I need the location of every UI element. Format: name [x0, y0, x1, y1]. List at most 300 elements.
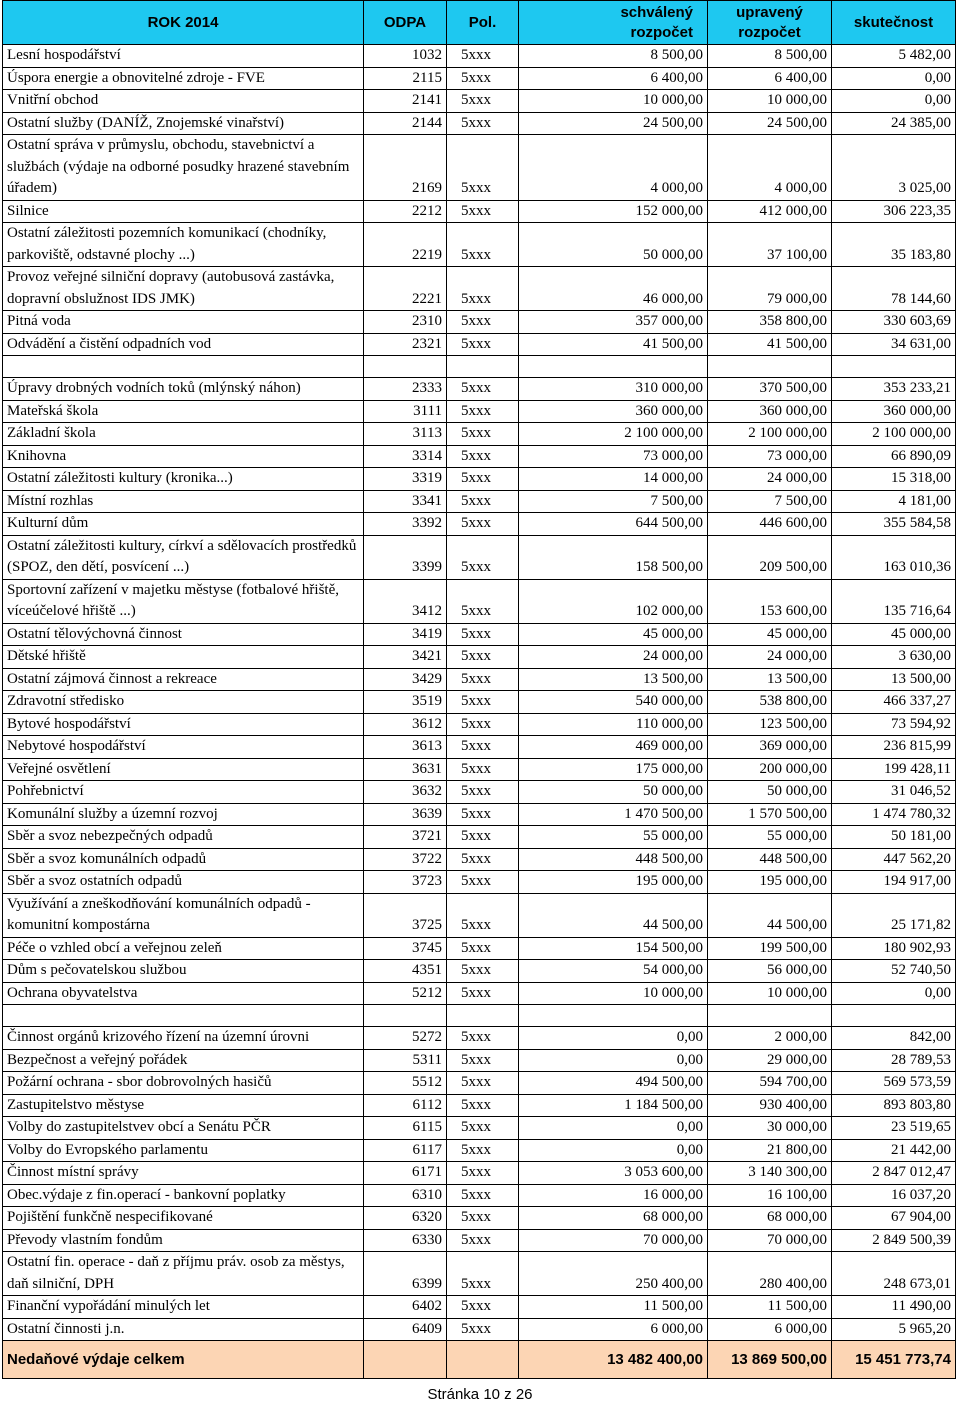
row-name: Volby do zastupitelstvev obcí a Senátu PČR: [3, 1117, 364, 1140]
row-name: Veřejné osvětlení: [3, 758, 364, 781]
row-name: Dětské hřiště: [3, 646, 364, 669]
row-upraveny: 44 500,00: [708, 893, 832, 937]
row-upraveny: 153 600,00: [708, 579, 832, 623]
row-schvaleny: 73 000,00: [519, 445, 708, 468]
row-odpa: 5512: [364, 1072, 447, 1095]
table-row: [3, 1207, 956, 1230]
row-upraveny: 13 500,00: [708, 668, 832, 691]
row-upraveny: 369 000,00: [708, 736, 832, 759]
row-pol: 5xxx: [447, 1207, 519, 1230]
row-schvaleny: 7 500,00: [519, 490, 708, 513]
row-name: Ostatní činnosti j.n.: [3, 1318, 364, 1341]
row-skutecnost: 355 584,58: [832, 513, 956, 536]
row-schvaleny: 0,00: [519, 1139, 708, 1162]
row-schvaleny: 10 000,00: [519, 90, 708, 113]
table-row: [3, 1252, 956, 1296]
row-schvaleny: 54 000,00: [519, 960, 708, 983]
row-pol: 5xxx: [447, 871, 519, 894]
row-odpa: 3419: [364, 623, 447, 646]
row-skutecnost: 135 716,64: [832, 579, 956, 623]
row-upraveny: 10 000,00: [708, 982, 832, 1005]
row-odpa: 6320: [364, 1207, 447, 1230]
row-skutecnost: [832, 1005, 956, 1027]
row-odpa: 6409: [364, 1318, 447, 1341]
row-skutecnost: 16 037,20: [832, 1184, 956, 1207]
row-name: Činnost místní správy: [3, 1162, 364, 1185]
spacer-row: [3, 1005, 956, 1027]
row-upraveny: 24 000,00: [708, 646, 832, 669]
row-upraveny: 1 570 500,00: [708, 803, 832, 826]
row-odpa: 3113: [364, 423, 447, 446]
row-pol: 5xxx: [447, 758, 519, 781]
row-upraveny: 56 000,00: [708, 960, 832, 983]
table-row: [3, 400, 956, 423]
row-odpa: 6171: [364, 1162, 447, 1185]
table-row: [3, 490, 956, 513]
row-upraveny: 448 500,00: [708, 848, 832, 871]
total-odpa-empty: [364, 1341, 447, 1379]
row-odpa: 3341: [364, 490, 447, 513]
table-row: [3, 826, 956, 849]
total-schvaleny: 13 482 400,00: [519, 1341, 708, 1379]
budget-table: [2, 0, 956, 1379]
row-name: Zdravotní středisko: [3, 691, 364, 714]
row-odpa: 2212: [364, 200, 447, 223]
row-skutecnost: 0,00: [832, 90, 956, 113]
row-pol: 5xxx: [447, 960, 519, 983]
row-odpa: 2321: [364, 333, 447, 356]
row-schvaleny: 448 500,00: [519, 848, 708, 871]
row-schvaleny: 102 000,00: [519, 579, 708, 623]
row-pol: 5xxx: [447, 781, 519, 804]
row-name: Péče o vzhled obcí a veřejnou zeleň: [3, 937, 364, 960]
row-schvaleny: 0,00: [519, 1117, 708, 1140]
budget-sheet: [2, 0, 956, 1379]
row-pol: 5xxx: [447, 893, 519, 937]
row-pol: 5xxx: [447, 736, 519, 759]
row-odpa: 5311: [364, 1049, 447, 1072]
row-upraveny: 50 000,00: [708, 781, 832, 804]
row-schvaleny: 1 470 500,00: [519, 803, 708, 826]
total-upraveny: 13 869 500,00: [708, 1341, 832, 1379]
row-pol: 5xxx: [447, 1072, 519, 1095]
row-pol: 5xxx: [447, 1296, 519, 1319]
row-name: Odvádění a čistění odpadních vod: [3, 333, 364, 356]
row-schvaleny: 469 000,00: [519, 736, 708, 759]
row-pol: 5xxx: [447, 311, 519, 334]
row-name: Sběr a svoz nebezpečných odpadů: [3, 826, 364, 849]
row-upraveny: 360 000,00: [708, 400, 832, 423]
row-odpa: 3421: [364, 646, 447, 669]
row-schvaleny: 175 000,00: [519, 758, 708, 781]
header-odpa: ODPA: [364, 1, 447, 45]
row-odpa: 3745: [364, 937, 447, 960]
row-pol: 5xxx: [447, 982, 519, 1005]
row-schvaleny: 13 500,00: [519, 668, 708, 691]
row-odpa: 3319: [364, 468, 447, 491]
row-name: Převody vlastním fondům: [3, 1229, 364, 1252]
row-upraveny: 195 000,00: [708, 871, 832, 894]
table-row: [3, 90, 956, 113]
row-schvaleny: 250 400,00: [519, 1252, 708, 1296]
row-pol: 5xxx: [447, 400, 519, 423]
header-upraveny-line1: upravený: [736, 3, 803, 21]
row-pol: 5xxx: [447, 1229, 519, 1252]
row-pol: 5xxx: [447, 535, 519, 579]
row-pol: 5xxx: [447, 1049, 519, 1072]
row-schvaleny: 158 500,00: [519, 535, 708, 579]
row-name: Využívání a zneškodňování komunálních odpadů - komunitní kompostárna: [3, 893, 364, 937]
row-skutecnost: 3 025,00: [832, 135, 956, 201]
row-odpa: 3429: [364, 668, 447, 691]
header-row: [3, 1, 956, 45]
row-odpa: 3111: [364, 400, 447, 423]
row-skutecnost: 78 144,60: [832, 267, 956, 311]
table-row: [3, 960, 956, 983]
row-pol: 5xxx: [447, 826, 519, 849]
row-odpa: 4351: [364, 960, 447, 983]
row-pol: 5xxx: [447, 937, 519, 960]
row-upraveny: 45 000,00: [708, 623, 832, 646]
row-upraveny: 7 500,00: [708, 490, 832, 513]
row-upraveny: 538 800,00: [708, 691, 832, 714]
row-skutecnost: 3 630,00: [832, 646, 956, 669]
row-pol: 5xxx: [447, 1252, 519, 1296]
row-upraveny: 41 500,00: [708, 333, 832, 356]
table-row: [3, 668, 956, 691]
table-row: [3, 513, 956, 536]
row-name: Činnost orgánů krizového řízení na územní úrovni: [3, 1027, 364, 1050]
row-pol: 5xxx: [447, 445, 519, 468]
row-name: Ostatní zájmová činnost a rekreace: [3, 668, 364, 691]
row-schvaleny: 70 000,00: [519, 1229, 708, 1252]
table-row: [3, 736, 956, 759]
row-skutecnost: 4 181,00: [832, 490, 956, 513]
row-name: Místní rozhlas: [3, 490, 364, 513]
row-name: Lesní hospodářství: [3, 45, 364, 68]
row-skutecnost: 353 233,21: [832, 378, 956, 401]
row-odpa: 6115: [364, 1117, 447, 1140]
row-upraveny: 30 000,00: [708, 1117, 832, 1140]
row-schvaleny: [519, 356, 708, 378]
row-skutecnost: 2 849 500,39: [832, 1229, 956, 1252]
row-pol: 5xxx: [447, 713, 519, 736]
row-odpa: 3722: [364, 848, 447, 871]
row-name: Obec.výdaje z fin.operací - bankovní poplatky: [3, 1184, 364, 1207]
row-name: Úpravy drobných vodních toků (mlýnský náhon): [3, 378, 364, 401]
row-skutecnost: 2 100 000,00: [832, 423, 956, 446]
page-footer: Stránka 10 z 26: [427, 1386, 533, 1403]
table-row: [3, 311, 956, 334]
row-pol: 5xxx: [447, 1117, 519, 1140]
table-row: [3, 223, 956, 267]
row-upraveny: 3 140 300,00: [708, 1162, 832, 1185]
row-skutecnost: 248 673,01: [832, 1252, 956, 1296]
row-schvaleny: 10 000,00: [519, 982, 708, 1005]
row-skutecnost: 31 046,52: [832, 781, 956, 804]
table-row: [3, 1296, 956, 1319]
table-row: [3, 691, 956, 714]
row-skutecnost: 5 482,00: [832, 45, 956, 68]
row-skutecnost: 15 318,00: [832, 468, 956, 491]
row-name: [3, 356, 364, 378]
row-pol: 5xxx: [447, 200, 519, 223]
table-row: [3, 67, 956, 90]
row-schvaleny: 45 000,00: [519, 623, 708, 646]
table-row: [3, 758, 956, 781]
row-skutecnost: 45 000,00: [832, 623, 956, 646]
row-upraveny: 930 400,00: [708, 1094, 832, 1117]
table-row: [3, 1117, 956, 1140]
row-upraveny: 21 800,00: [708, 1139, 832, 1162]
row-skutecnost: 24 385,00: [832, 112, 956, 135]
row-upraveny: 594 700,00: [708, 1072, 832, 1095]
row-odpa: 6402: [364, 1296, 447, 1319]
row-schvaleny: 6 400,00: [519, 67, 708, 90]
row-upraveny: 8 500,00: [708, 45, 832, 68]
row-name: Ochrana obyvatelstva: [3, 982, 364, 1005]
row-upraveny: 24 500,00: [708, 112, 832, 135]
row-odpa: 1032: [364, 45, 447, 68]
row-name: Ostatní tělovýchovná činnost: [3, 623, 364, 646]
row-schvaleny: 11 500,00: [519, 1296, 708, 1319]
row-name: Vnitřní obchod: [3, 90, 364, 113]
row-upraveny: 55 000,00: [708, 826, 832, 849]
row-upraveny: 2 100 000,00: [708, 423, 832, 446]
row-skutecnost: 306 223,35: [832, 200, 956, 223]
row-odpa: 6112: [364, 1094, 447, 1117]
row-pol: [447, 1005, 519, 1027]
row-schvaleny: 50 000,00: [519, 781, 708, 804]
row-skutecnost: 199 428,11: [832, 758, 956, 781]
row-skutecnost: 25 171,82: [832, 893, 956, 937]
row-schvaleny: 6 000,00: [519, 1318, 708, 1341]
row-odpa: 2310: [364, 311, 447, 334]
row-odpa: 3613: [364, 736, 447, 759]
row-upraveny: [708, 1005, 832, 1027]
header-pol: Pol.: [447, 1, 519, 45]
row-upraveny: 123 500,00: [708, 713, 832, 736]
row-odpa: 3723: [364, 871, 447, 894]
row-odpa: 2333: [364, 378, 447, 401]
total-row: [3, 1341, 956, 1379]
row-odpa: 3392: [364, 513, 447, 536]
row-upraveny: 370 500,00: [708, 378, 832, 401]
row-odpa: 2219: [364, 223, 447, 267]
row-upraveny: 358 800,00: [708, 311, 832, 334]
row-pol: 5xxx: [447, 135, 519, 201]
row-pol: [447, 356, 519, 378]
table-row: [3, 1072, 956, 1095]
row-name: Pohřebnictví: [3, 781, 364, 804]
row-name: Volby do Evropského parlamentu: [3, 1139, 364, 1162]
row-skutecnost: 163 010,36: [832, 535, 956, 579]
table-row: [3, 579, 956, 623]
header-upraveny: [708, 1, 832, 45]
row-name: Mateřská škola: [3, 400, 364, 423]
row-odpa: 3519: [364, 691, 447, 714]
row-schvaleny: 0,00: [519, 1049, 708, 1072]
table-row: [3, 1139, 956, 1162]
header-schvaleny-line1: schválený: [620, 3, 693, 21]
table-row: [3, 1162, 956, 1185]
total-pol-empty: [447, 1341, 519, 1379]
table-row: [3, 871, 956, 894]
row-name: Finanční vypořádání minulých let: [3, 1296, 364, 1319]
row-pol: 5xxx: [447, 848, 519, 871]
row-odpa: 6399: [364, 1252, 447, 1296]
row-name: Bytové hospodářství: [3, 713, 364, 736]
row-pol: 5xxx: [447, 223, 519, 267]
row-pol: 5xxx: [447, 579, 519, 623]
row-pol: 5xxx: [447, 468, 519, 491]
row-skutecnost: 35 183,80: [832, 223, 956, 267]
row-upraveny: 79 000,00: [708, 267, 832, 311]
row-schvaleny: 2 100 000,00: [519, 423, 708, 446]
row-pol: 5xxx: [447, 646, 519, 669]
row-skutecnost: 67 904,00: [832, 1207, 956, 1230]
row-odpa: [364, 1005, 447, 1027]
row-pol: 5xxx: [447, 267, 519, 311]
row-name: Provoz veřejné silniční dopravy (autobusová zastávka, dopravní obslužnost IDS JMK): [3, 267, 364, 311]
row-skutecnost: 66 890,09: [832, 445, 956, 468]
row-skutecnost: 842,00: [832, 1027, 956, 1050]
row-name: Sportovní zařízení v majetku městyse (fotbalové hřiště, víceúčelové hřiště ...): [3, 579, 364, 623]
row-odpa: 3412: [364, 579, 447, 623]
row-odpa: 3314: [364, 445, 447, 468]
table-row: [3, 135, 956, 201]
table-row: [3, 713, 956, 736]
row-name: Sběr a svoz komunálních odpadů: [3, 848, 364, 871]
table-row: [3, 1318, 956, 1341]
row-upraveny: 11 500,00: [708, 1296, 832, 1319]
row-odpa: 2144: [364, 112, 447, 135]
row-pol: 5xxx: [447, 423, 519, 446]
row-skutecnost: 21 442,00: [832, 1139, 956, 1162]
row-name: Ostatní fin. operace - daň z příjmu práv. osob za městys, daň silniční, DPH: [3, 1252, 364, 1296]
row-name: [3, 1005, 364, 1027]
row-schvaleny: 110 000,00: [519, 713, 708, 736]
row-skutecnost: 28 789,53: [832, 1049, 956, 1072]
row-schvaleny: 357 000,00: [519, 311, 708, 334]
row-pol: 5xxx: [447, 668, 519, 691]
row-name: Bezpečnost a veřejný pořádek: [3, 1049, 364, 1072]
row-pol: 5xxx: [447, 1027, 519, 1050]
table-row: [3, 1094, 956, 1117]
row-upraveny: 6 000,00: [708, 1318, 832, 1341]
row-skutecnost: 23 519,65: [832, 1117, 956, 1140]
row-skutecnost: 893 803,80: [832, 1094, 956, 1117]
row-odpa: 2115: [364, 67, 447, 90]
row-upraveny: 2 000,00: [708, 1027, 832, 1050]
row-schvaleny: 46 000,00: [519, 267, 708, 311]
row-upraveny: 6 400,00: [708, 67, 832, 90]
table-row: [3, 803, 956, 826]
row-pol: 5xxx: [447, 1094, 519, 1117]
row-pol: 5xxx: [447, 333, 519, 356]
row-skutecnost: 569 573,59: [832, 1072, 956, 1095]
row-odpa: 3631: [364, 758, 447, 781]
row-odpa: 2169: [364, 135, 447, 201]
row-schvaleny: 0,00: [519, 1027, 708, 1050]
row-skutecnost: 236 815,99: [832, 736, 956, 759]
row-skutecnost: 2 847 012,47: [832, 1162, 956, 1185]
row-schvaleny: 14 000,00: [519, 468, 708, 491]
header-schvaleny-line2: rozpočet: [630, 23, 693, 41]
row-odpa: [364, 356, 447, 378]
row-pol: 5xxx: [447, 67, 519, 90]
row-schvaleny: 154 500,00: [519, 937, 708, 960]
row-skutecnost: 180 902,93: [832, 937, 956, 960]
row-odpa: 5272: [364, 1027, 447, 1050]
row-skutecnost: 11 490,00: [832, 1296, 956, 1319]
row-name: Kulturní dům: [3, 513, 364, 536]
row-upraveny: [708, 356, 832, 378]
table-row: [3, 112, 956, 135]
table-row: [3, 937, 956, 960]
row-pol: 5xxx: [447, 90, 519, 113]
row-schvaleny: 24 500,00: [519, 112, 708, 135]
table-row: [3, 848, 956, 871]
row-schvaleny: 195 000,00: [519, 871, 708, 894]
row-odpa: 2221: [364, 267, 447, 311]
row-upraveny: 412 000,00: [708, 200, 832, 223]
row-pol: 5xxx: [447, 112, 519, 135]
row-upraveny: 16 100,00: [708, 1184, 832, 1207]
row-name: Pojištění funkčně nespecifikované: [3, 1207, 364, 1230]
row-schvaleny: [519, 1005, 708, 1027]
row-skutecnost: 0,00: [832, 67, 956, 90]
table-row: [3, 468, 956, 491]
row-skutecnost: 360 000,00: [832, 400, 956, 423]
table-row: [3, 893, 956, 937]
row-odpa: 3639: [364, 803, 447, 826]
spacer-row: [3, 356, 956, 378]
row-skutecnost: 466 337,27: [832, 691, 956, 714]
row-odpa: 3721: [364, 826, 447, 849]
header-schvaleny: [519, 1, 708, 45]
row-pol: 5xxx: [447, 1162, 519, 1185]
row-schvaleny: 16 000,00: [519, 1184, 708, 1207]
table-row: [3, 1049, 956, 1072]
row-schvaleny: 55 000,00: [519, 826, 708, 849]
row-name: Sběr a svoz ostatních odpadů: [3, 871, 364, 894]
row-upraveny: 37 100,00: [708, 223, 832, 267]
row-pol: 5xxx: [447, 45, 519, 68]
row-upraveny: 199 500,00: [708, 937, 832, 960]
row-skutecnost: 447 562,20: [832, 848, 956, 871]
row-pol: 5xxx: [447, 803, 519, 826]
row-upraveny: 4 000,00: [708, 135, 832, 201]
row-skutecnost: 52 740,50: [832, 960, 956, 983]
row-skutecnost: 13 500,00: [832, 668, 956, 691]
row-skutecnost: 5 965,20: [832, 1318, 956, 1341]
row-name: Základní škola: [3, 423, 364, 446]
row-pol: 5xxx: [447, 378, 519, 401]
table-row: [3, 781, 956, 804]
table-row: [3, 267, 956, 311]
row-name: Silnice: [3, 200, 364, 223]
row-schvaleny: 24 000,00: [519, 646, 708, 669]
total-skutecnost: 15 451 773,74: [832, 1341, 956, 1379]
row-skutecnost: 0,00: [832, 982, 956, 1005]
row-upraveny: 200 000,00: [708, 758, 832, 781]
row-schvaleny: 8 500,00: [519, 45, 708, 68]
row-pol: 5xxx: [447, 1139, 519, 1162]
table-row: [3, 1027, 956, 1050]
row-odpa: 3612: [364, 713, 447, 736]
row-odpa: 3725: [364, 893, 447, 937]
